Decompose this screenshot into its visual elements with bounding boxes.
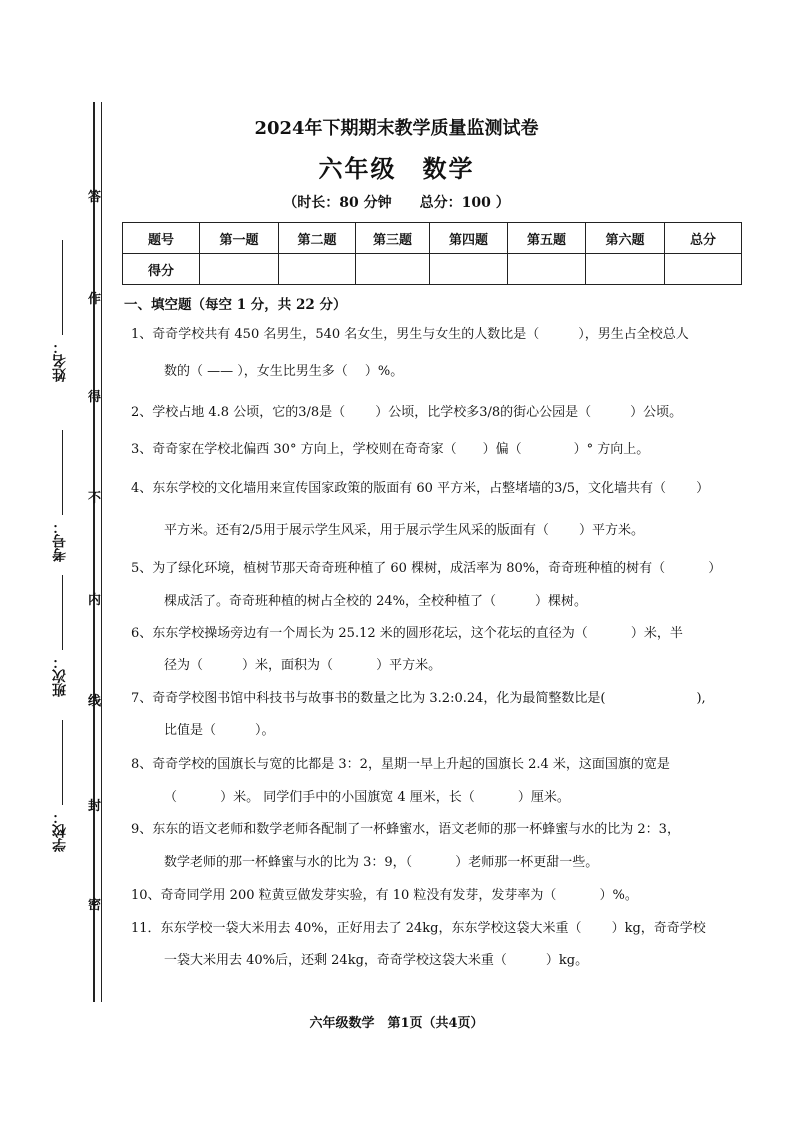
score-table-header-row: [123, 223, 742, 254]
class-label: 班次：: [52, 655, 68, 697]
seal-word: 内: [88, 593, 102, 608]
table-header: 题号: [123, 223, 200, 254]
seal-word: 不: [88, 491, 102, 506]
school-label: 学校：: [52, 810, 68, 852]
score-cell[interactable]: [200, 254, 279, 285]
question-9-line-2: 数学老师的那一杯蜂蜜与水的比为 3：9，（ ）老师那一杯更甜一些。: [164, 855, 599, 870]
exam-meta: （时长：80 分钟 总分：100 ）: [283, 195, 510, 211]
table-header: 第二题: [279, 223, 356, 254]
question-6-line-1: 6、东东学校操场旁边有一个周长为 25.12 米的圆形花坛，这个花坛的直径为（ ）米，半: [131, 626, 683, 641]
question-10-line-1: 10、奇奇同学用 200 粒黄豆做发芽实验，有 10 粒没有发芽，发芽率为（ ）%。: [131, 888, 638, 903]
question-5-line-2: 棵成活了。奇奇班种植的树占全校的 24%，全校种植了（ ）棵树。: [164, 594, 588, 609]
score-row-label: 得分: [123, 254, 200, 285]
question-7-line-1: 7、奇奇学校图书馆中科技书与故事书的数量之比为 3.2:0.24，化为最简整数比是( ),: [131, 691, 706, 706]
score-table: [122, 222, 742, 285]
question-11-line-2: 一袋大米用去 40%后，还剩 24kg，奇奇学校这袋大米重（ ）kg。: [164, 953, 589, 968]
exam-title: 2024年下期期末教学质量监测试卷: [254, 118, 539, 139]
name-blank[interactable]: [62, 240, 63, 335]
class-blank[interactable]: [62, 575, 63, 650]
question-2-line-1: 2、学校占地 4.8 公顷，它的3/8是（ ）公顷，比学校多3/8的街心公园是（ ）公顷。: [131, 405, 683, 420]
question-9-line-1: 9、东东的语文老师和数学老师各配制了一杯蜂蜜水，语文老师的那一杯蜂蜜与水的比为 2：3，: [131, 822, 680, 837]
score-cell[interactable]: [430, 254, 508, 285]
question-3-line-1: 3、奇奇家在学校北偏西 30° 方向上，学校则在奇奇家（ ）偏（ ）° 方向上。: [131, 442, 650, 457]
exam-subtitle: 六年级 数学: [318, 154, 475, 183]
seal-word: 作: [88, 292, 102, 307]
seal-word: 得: [88, 390, 102, 405]
question-1-line-1: 1、奇奇学校共有 450 名男生，540 名女生，男生与女生的人数比是（ ），男生占全校总人: [131, 327, 689, 342]
question-4-line-2: 平方米。还有2/5用于展示学生风采，用于展示学生风采的版面有（ ）平方米。: [164, 523, 645, 538]
question-5-line-1: 5、为了绿化环境，植树节那天奇奇班种植了 60 棵树，成活率为 80%，奇奇班种植的树有（ ）: [131, 561, 722, 576]
exam-number-blank[interactable]: [62, 430, 63, 515]
table-header: 第一题: [200, 223, 279, 254]
seal-word: 封: [88, 799, 102, 814]
score-cell[interactable]: [586, 254, 665, 285]
question-7-line-2: 比值是（ ）。: [164, 723, 275, 738]
table-header: 总分: [665, 223, 742, 254]
section-title: 一、填空题（每空 1 分，共 22 分）: [124, 297, 347, 313]
binding-margin-lines: [93, 102, 102, 1002]
question-8-line-1: 8、奇奇学校的国旗长与宽的比都是 3：2，星期一早上升起的国旗长 2.4 米，这面国旗的宽是: [131, 757, 670, 772]
name-field-label: 姓名：: [52, 340, 68, 382]
school-blank[interactable]: [62, 720, 63, 805]
seal-word: 答: [88, 190, 102, 205]
page-footer: 六年级数学 第1页（共4页）: [309, 1016, 484, 1031]
table-header: 第六题: [586, 223, 665, 254]
score-cell[interactable]: [279, 254, 356, 285]
question-8-line-2: （ ）米。 同学们手中的小国旗宽 4 厘米，长（ ）厘米。: [164, 790, 570, 805]
score-table-score-row: [123, 254, 742, 285]
seal-word: 线: [88, 694, 102, 709]
question-11-line-1: 11．东东学校一袋大米用去 40%，正好用去了 24kg，东东学校这袋大米重（ ）kg，奇奇学校: [131, 921, 706, 936]
score-cell[interactable]: [356, 254, 430, 285]
exam-number-label: 考号：: [52, 520, 68, 562]
seal-word: 密: [88, 898, 102, 913]
question-6-line-2: 径为（ ）米，面积为（ ）平方米。: [164, 658, 442, 673]
table-header: 第五题: [508, 223, 586, 254]
question-1-line-2: 数的（ —— ），女生比男生多（ ）%。: [164, 364, 404, 379]
score-cell[interactable]: [508, 254, 586, 285]
score-cell[interactable]: [665, 254, 742, 285]
table-header: 第四题: [430, 223, 508, 254]
table-header: 第三题: [356, 223, 430, 254]
question-4-line-1: 4、东东学校的文化墙用来宣传国家政策的版面有 60 平方米，占整堵墙的3/5，文化墙共有（ ）: [131, 481, 710, 496]
